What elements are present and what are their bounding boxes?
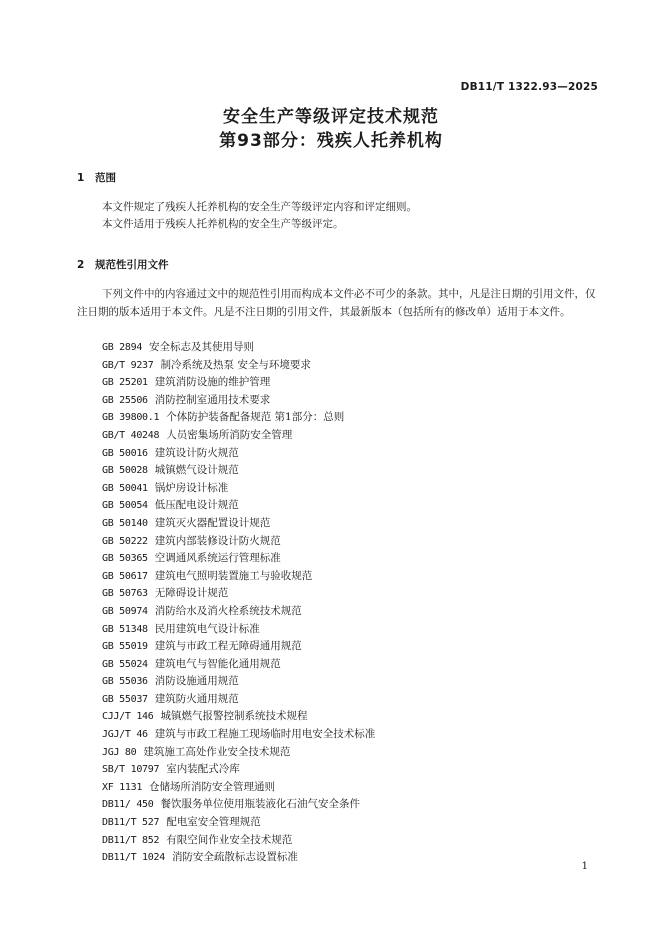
reference-code: GB 55024	[102, 658, 148, 670]
reference-title: 消防控制室通用技术要求	[154, 393, 271, 406]
reference-item	[102, 779, 375, 797]
reference-item	[102, 357, 375, 375]
reference-code: GB 55036	[102, 676, 148, 688]
reference-code: XF 1131	[102, 781, 143, 793]
reference-code: GB 25506	[102, 394, 148, 406]
reference-item	[102, 462, 375, 480]
document-title-line2: 第93部分：残疾人托养机构	[219, 131, 443, 151]
section-number: 2	[77, 259, 85, 271]
reference-title: 配电室安全管理规范	[166, 816, 261, 829]
reference-code: GB 51348	[102, 623, 148, 635]
reference-code: DB11/T 852	[102, 834, 160, 846]
reference-code: GB 50763	[102, 588, 148, 600]
references-intro-paragraph: 下列文件中的内容通过文中的规范性引用而构成本文件必不可少的条款。其中，凡是注日期的引用文件，仅注日期的版本适用于本文件。凡是不注日期的引用文件，其最新版本（包括所有的修改单）适用于本文件。	[77, 288, 596, 318]
reference-title: 安全标志及其使用导则	[149, 341, 255, 353]
reference-title: 建筑消防设施的维护管理	[154, 376, 271, 389]
reference-title: 建筑与市政工程无障碍通用规范	[154, 640, 302, 653]
reference-item	[102, 708, 375, 726]
reference-title: 建筑设计防火规范	[154, 446, 239, 459]
reference-item	[102, 603, 375, 621]
reference-code: JGJ/T 46	[102, 729, 148, 741]
reference-title: 空调通风系统运行管理标准	[154, 552, 281, 565]
reference-code: GB 50617	[102, 570, 148, 582]
reference-title: 建筑施工高处作业安全技术规范	[143, 745, 291, 758]
reference-title: 建筑电气与智能化通用规范	[154, 657, 281, 670]
reference-item	[102, 480, 375, 498]
reference-item	[102, 814, 375, 832]
reference-item	[102, 832, 375, 850]
reference-code: GB 2894	[102, 342, 143, 353]
reference-code: GB 50365	[102, 553, 148, 565]
section-number: 1	[77, 172, 85, 184]
reference-title: 人员密集场所消防安全管理	[166, 428, 293, 441]
reference-code: GB/T 9237	[102, 359, 154, 371]
reference-code: GB 50974	[102, 605, 148, 617]
reference-code: GB/T 40248	[102, 429, 160, 441]
reference-code: DB11/ 450	[102, 799, 154, 811]
reference-code: GB 50041	[102, 482, 148, 494]
reference-title: 室内装配式冷库	[166, 763, 240, 776]
reference-title: 消防给水及消火栓系统技术规范	[154, 604, 302, 617]
reference-item	[102, 691, 375, 709]
reference-item	[102, 744, 375, 762]
reference-item	[102, 568, 375, 586]
reference-item	[102, 409, 375, 427]
section-heading-scope	[77, 170, 116, 185]
reference-item	[102, 585, 375, 603]
reference-title: 民用建筑电气设计标准	[154, 622, 260, 635]
reference-title: 无障碍设计规范	[154, 587, 229, 600]
reference-item	[102, 339, 375, 357]
reference-item	[102, 515, 375, 533]
reference-code: SB/T 10797	[102, 764, 160, 776]
reference-item	[102, 796, 375, 814]
reference-title: 消防设施通用规范	[154, 675, 239, 688]
reference-code: DB11/T 1024	[102, 852, 165, 864]
reference-item	[102, 445, 375, 463]
reference-item	[102, 497, 375, 515]
reference-code: DB11/T 527	[102, 817, 160, 829]
reference-code: JGJ 80	[102, 746, 137, 758]
reference-item	[102, 374, 375, 392]
reference-code: GB 25201	[102, 377, 148, 389]
scope-paragraph: 本文件适用于残疾人托养机构的安全生产等级评定。	[102, 218, 344, 230]
reference-item	[102, 621, 375, 639]
reference-title: 建筑与市政工程施工现场临时用电安全技术标准	[154, 728, 376, 741]
reference-code: CJJ/T 146	[102, 711, 154, 723]
reference-item	[102, 656, 375, 674]
scope-paragraph: 本文件规定了残疾人托养机构的安全生产等级评定内容和评定细则。	[102, 201, 417, 213]
reference-title: 消防安全疏散标志设置标准	[171, 851, 298, 864]
reference-code: GB 50054	[102, 500, 148, 512]
reference-title: 锅炉房设计标准	[154, 481, 229, 494]
reference-title: 制冷系统及热泵 安全与环境要求	[160, 358, 311, 371]
reference-title: 建筑内部装修设计防火规范	[154, 534, 281, 547]
reference-item	[102, 550, 375, 568]
reference-code: GB 55037	[102, 693, 148, 705]
page-number: 1	[581, 861, 588, 872]
reference-code: GB 55019	[102, 641, 148, 653]
reference-title: 建筑灭火器配置设计规范	[154, 516, 271, 529]
reference-item	[102, 392, 375, 410]
reference-item	[102, 849, 375, 867]
reference-code: GB 50140	[102, 517, 148, 529]
reference-item	[102, 673, 375, 691]
reference-title: 仓储场所消防安全管理通则	[149, 780, 276, 793]
reference-title: 建筑防火通用规范	[154, 692, 239, 705]
reference-title: 餐饮服务单位使用瓶装液化石油气安全条件	[160, 798, 360, 811]
reference-title: 城镇燃气设计规范	[154, 464, 239, 477]
section-title: 范围	[95, 172, 116, 184]
reference-code: GB 50222	[102, 535, 148, 547]
reference-item	[102, 638, 375, 656]
reference-item	[102, 427, 375, 445]
reference-code: GB 50016	[102, 447, 148, 459]
document-code: DB11/T 1322.93—2025	[460, 81, 598, 93]
section-title: 规范性引用文件	[95, 259, 169, 271]
reference-item	[102, 726, 375, 744]
reference-item	[102, 533, 375, 551]
reference-title: 有限空间作业安全技术规范	[166, 833, 293, 846]
reference-title: 城镇燃气报警控制系统技术规程	[160, 710, 308, 723]
reference-title: 低压配电设计规范	[154, 499, 239, 512]
reference-item	[102, 761, 375, 779]
document-title-line1: 安全生产等级评定技术规范	[223, 107, 439, 127]
reference-title: 个体防护装备配备规范 第1部分：总则	[166, 411, 345, 424]
reference-list	[102, 339, 375, 867]
section-heading-normative-references	[77, 257, 169, 272]
reference-title: 建筑电气照明装置施工与验收规范	[154, 569, 313, 582]
reference-code: GB 50028	[102, 465, 148, 477]
reference-code: GB 39800.1	[102, 412, 160, 424]
